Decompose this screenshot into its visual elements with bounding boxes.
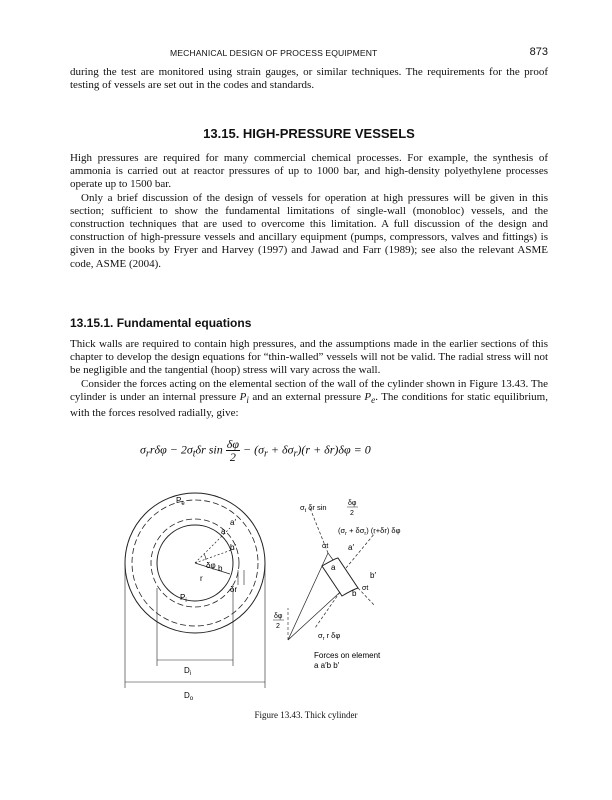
equilibrium-equation (140, 438, 371, 463)
eq-numerator: δφ (226, 437, 239, 451)
fbd-label-a: a (331, 563, 336, 572)
sigma-t-left-label: σt (322, 543, 329, 550)
half-angle-num: δφ (274, 613, 283, 620)
thick-cylinder-figure (100, 488, 440, 703)
inner-force-label: $\sigma_r$ r δφ (318, 631, 341, 642)
label-b: b (218, 564, 223, 573)
section-paragraph-2: Only a brief discussion of the design of vessels for operation at high pressures will be given in this section; sufficient to show the fundamental limitations of single-wall (monobloc) vessels, and the construction techniques that are used to overcome this limitation. A full discussion of the design and construction of high-pressure vessels and ancillary equipment (pumps, compressors, valves and fittings) is given in the books by Fryer and Harvey (1997) and Jawad and Farr (1989); see also the relevant ASME code, ASME (2004). (70, 191, 548, 270)
pressure-subscript: e (371, 395, 376, 405)
eq-text: )(r + δr)δφ = 0 (297, 442, 371, 457)
eq-symbol: σ (140, 442, 146, 457)
figure-caption: Figure 13.43. Thick cylinder (254, 710, 358, 720)
page-number: 873 (529, 46, 548, 58)
eq-text: rδφ − 2σ (149, 442, 193, 457)
pi-label: $P_i$ (180, 593, 187, 604)
label-di: $D_i$ (184, 666, 192, 677)
sigma-t-right-label: σt (362, 585, 369, 592)
label-dphi: δφ (206, 561, 216, 570)
eq-fraction (226, 438, 240, 463)
subsection-title: 13.15.1. Fundamental equations (70, 316, 252, 330)
section-paragraph-1: High pressures are required for many commercial chemical processes. For example, the synthesis of ammonia is carried out at reactor pressures of up to 1000 bar, and high-density polyethylene processes operate up to 1500 bar. (70, 152, 548, 191)
hoop-top-frac-den: 2 (350, 510, 354, 517)
eq-text: + δσ (267, 442, 294, 457)
fbd-label-b-prime: b′ (370, 571, 376, 580)
label-a-prime: a′ (230, 518, 236, 527)
hoop-top-frac-num: δφ (348, 500, 357, 507)
label-dr: δr (230, 585, 238, 594)
fbd-label-b: b (352, 589, 357, 598)
eq-text: δr sin (195, 442, 223, 457)
intro-paragraph: during the test are monitored using strain gauges, or similar techniques. The requirements for the proof testing of vessels are set out in the codes and standards. (70, 66, 548, 92)
subsection-body (70, 338, 548, 420)
eq-subscript: r (145, 448, 150, 460)
running-title: MECHANICAL DESIGN OF PROCESS EQUIPMENT (170, 48, 378, 58)
page-header (70, 46, 548, 60)
eq-subscript: t (192, 448, 196, 460)
label-do: $D_o$ (184, 691, 194, 702)
forces-element: a a′b b′ (314, 661, 340, 670)
eq-denominator: 2 (229, 450, 236, 464)
outer-force-label: $(\sigma_r + \delta\sigma_r)$ (r+δr) δφ (338, 526, 401, 537)
section-body (70, 152, 548, 271)
subsection-paragraph-2 (70, 378, 548, 421)
eq-subscript: r (293, 448, 298, 460)
half-angle-den: 2 (276, 623, 280, 630)
fbd-label-a-prime: a′ (348, 543, 354, 552)
eq-text: − (σ (240, 442, 265, 457)
pe-label: $P_e$ (176, 496, 185, 507)
pressure-subscript: i (246, 395, 249, 405)
paragraph-text: Consider the forces acting on the elemental section of the wall of the cylinder shown in Figure 13.43. The cylinder is under an internal pressure (70, 377, 548, 403)
pressure-symbol: P (239, 390, 247, 403)
paragraph-text: . The conditions for static equilibrium, with the forces resolved radially, give: (70, 390, 548, 420)
hoop-top-label: $\sigma_t$ δr sin (300, 503, 327, 514)
intro-block (70, 66, 548, 92)
subsection-paragraph-1: Thick walls are required to contain high pressures, and the assumptions made in the earlier sections of this chapter to develop the design equations for “thin-walled” vessels will not be valid. The radial stress will not be negligible and the tangential (hoop) stress will vary across the wall. (70, 338, 548, 377)
pressure-symbol: P (364, 390, 372, 403)
subsection-heading-block (70, 316, 548, 330)
label-b-prime: b′ (230, 543, 236, 552)
section-title: 13.15. HIGH-PRESSURE VESSELS (203, 126, 415, 141)
forces-title: Forces on element (314, 651, 381, 660)
inner-force-arrow (315, 592, 340, 628)
paragraph-text: and an external pressure (248, 390, 365, 403)
eq-subscript: r (264, 448, 268, 460)
angle-arc (204, 554, 206, 560)
label-a: a (221, 527, 226, 536)
label-r: r (200, 574, 203, 583)
section-heading-block (70, 126, 548, 141)
